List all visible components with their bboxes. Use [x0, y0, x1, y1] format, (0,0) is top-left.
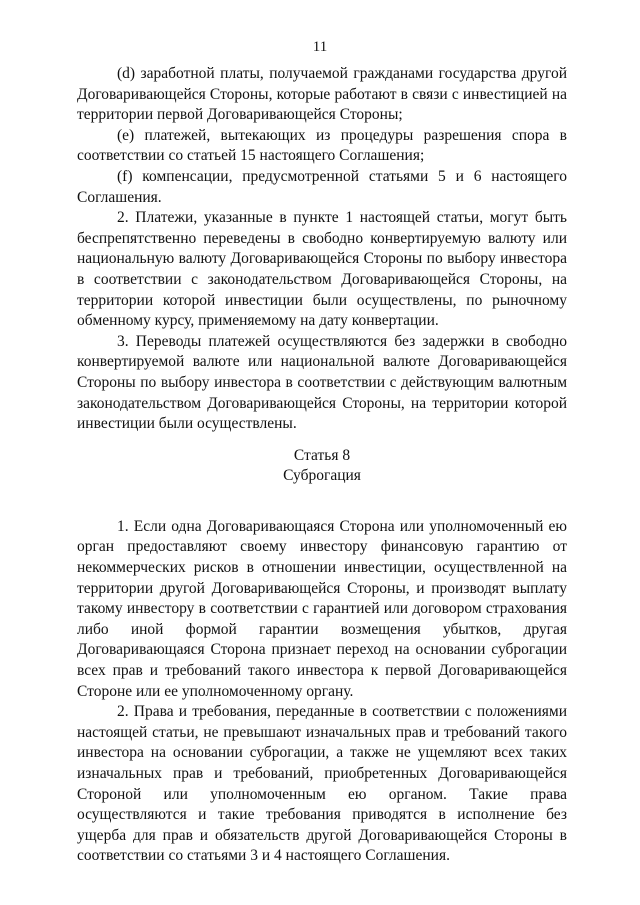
paragraph-e-dispute-payments: (e) платежей, вытекающих из процедуры разрешения спора в соответствии со статьей 15 настоящего Соглашения;	[77, 126, 567, 165]
paragraph-2-rights-claims: 2. Права и требования, переданные в соответствии с положениями настоящей статьи, не превышают изначальных прав и требований такого инвестора на основании суброгации, а также не ущемляют всех таких изначальных прав и требований, приобретенных Договаривающейся Стороной или уполномоченным ею органом. Такие права осуществляются и такие требования приводятся в исполнение без ущерба для прав и обязательств другой Договаривающейся Стороны в соответствии со статьями 3 и 4 настоящего Соглашения.	[77, 703, 567, 865]
page-number: 11	[312, 39, 328, 55]
paragraph-3-transfers-without-delay: 3. Переводы платежей осуществляются без задержки в свободно конвертируемой валюте или национальной валюте Договаривающейся Стороны по выбору инвестора в соответствии с действующим валютным законодательством Договаривающейся Стороны, на территории которой инвестиции были осуществлены.	[77, 332, 567, 433]
document-body	[77, 64, 567, 867]
paragraph-1-subrogation: 1. Если одна Договаривающаяся Сторона или уполномоченный ею орган предоставляют своему инвестору финансовую гарантию от некоммерческих рисков в отношении инвестиции, осуществленной на территории другой Договаривающейся Стороны, и производят выплату такому инвестору в соответствии с гарантией или договором страхования либо иной формой гарантии возмещения убытков, другая Договаривающаяся Сторона признает переход на основании суброгации всех прав и требований такого инвестора к первой Договаривающейся Стороне или ее уполномоченному органу.	[77, 517, 567, 700]
article-number: Статья 8	[293, 446, 351, 464]
paragraph-d-wages: (d) заработной платы, получаемой гражданами государства другой Договаривающейся Стороны, которые работают в связи с инвестицией на территории первой Договаривающейся Стороны;	[77, 65, 567, 124]
paragraph-f-compensation: (f) компенсации, предусмотренной статьями 5 и 6 настоящего Соглашения.	[77, 167, 567, 206]
paragraph-2-transfers: 2. Платежи, указанные в пункте 1 настоящей статьи, могут быть беспрепятственно переведены в свободно конвертируемую валюту или национальную валюту Договаривающейся Стороны по выбору инвестора в соответствии с законодательством Договаривающейся Стороны, на территории которой инвестиции были осуществлены, по рыночному обменному курсу, применяемому на дату конвертации.	[77, 209, 567, 330]
article-heading	[77, 446, 567, 487]
article-title: Суброгация	[283, 467, 361, 485]
